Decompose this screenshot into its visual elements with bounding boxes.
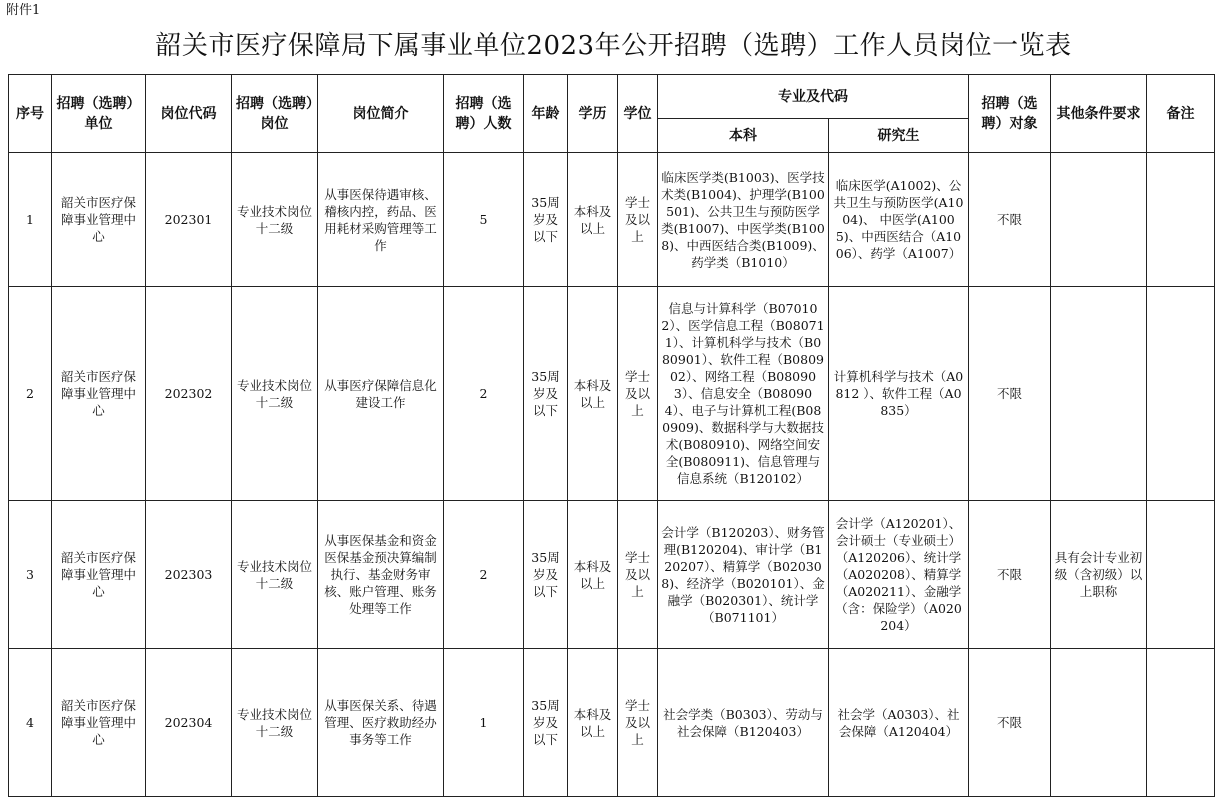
cell-unit: 韶关市医疗保障事业管理中心 [52,153,146,287]
cell-post: 专业技术岗位十二级 [232,649,318,797]
cell-graduate: 社会学（A0303）、社会保障（A120404） [829,649,969,797]
cell-other: 具有会计专业初级（含初级）以上职称 [1051,501,1147,649]
cell-intro: 从事医保关系、待遇管理、医疗救助经办事务等工作 [318,649,444,797]
col-header-target: 招聘（选聘）对象 [969,75,1051,153]
cell-graduate: 临床医学(A1002)、公共卫生与预防医学(A1004)、 中医学(A1005)、中西医结合（A1006）、药学（A1007） [829,153,969,287]
col-header-graduate: 研究生 [829,119,969,153]
col-header-code: 岗位代码 [146,75,232,153]
cell-post: 专业技术岗位十二级 [232,153,318,287]
cell-unit: 韶关市医疗保障事业管理中心 [52,287,146,501]
cell-age: 35周岁及以下 [524,153,568,287]
col-header-unit: 招聘（选聘）单位 [52,75,146,153]
cell-code: 202301 [146,153,232,287]
cell-intro: 从事医保待遇审核、稽核内控，药品、医用耗材采购管理等工作 [318,153,444,287]
cell-intro: 从事医疗保障信息化建设工作 [318,287,444,501]
cell-remark [1147,501,1215,649]
col-header-age: 年龄 [524,75,568,153]
table-header-row [9,75,1215,119]
table-row [9,153,1215,287]
table-row [9,501,1215,649]
cell-age: 35周岁及以下 [524,501,568,649]
cell-bachelor: 社会学类（B0303）、劳动与社会保障（B120403） [658,649,829,797]
cell-code: 202304 [146,649,232,797]
cell-count: 5 [444,153,524,287]
cell-degree: 学士及以上 [618,153,658,287]
cell-edu: 本科及以上 [568,287,618,501]
cell-bachelor: 信息与计算科学（B070102）、医学信息工程（B080711）、计算机科学与技术（B080901）、软件工程（B080902）、网络工程（B080903）、信息安全（B080904）、电子与计算机工程(B080909)、数据科学与大数据技术(B080910)、网络空间安全(B080911)、信息管理与信息系统（B120102） [658,287,829,501]
cell-count: 2 [444,287,524,501]
positions-table [8,74,1215,797]
col-header-edu: 学历 [568,75,618,153]
cell-post: 专业技术岗位十二级 [232,501,318,649]
cell-edu: 本科及以上 [568,153,618,287]
cell-seq: 2 [9,287,52,501]
cell-age: 35周岁及以下 [524,649,568,797]
cell-seq: 3 [9,501,52,649]
col-header-other: 其他条件要求 [1051,75,1147,153]
col-header-degree: 学位 [618,75,658,153]
cell-code: 202303 [146,501,232,649]
cell-target: 不限 [969,649,1051,797]
cell-remark [1147,153,1215,287]
col-header-bachelor: 本科 [658,119,829,153]
cell-remark [1147,649,1215,797]
cell-bachelor: 会计学（B120203）、财务管理(B120204)、审计学（B120207）、精算学（B020308)、经济学（B020101）、金融学（B020301）、统计学（B071101） [658,501,829,649]
cell-graduate: 计算机科学与技术（A0812 ）、软件工程（A0835） [829,287,969,501]
cell-graduate: 会计学（A120201）、会计硕士（专业硕士）（A120206）、统计学（A020208）、精算学（A020211）、金融学（含：保险学）（A020204） [829,501,969,649]
cell-target: 不限 [969,287,1051,501]
cell-bachelor: 临床医学类(B1003)、医学技术类(B1004)、护理学(B100501)、公共卫生与预防医学类(B1007)、中医学类(B1008)、中西医结合类(B1009)、药学类（B1010） [658,153,829,287]
cell-edu: 本科及以上 [568,649,618,797]
cell-remark [1147,287,1215,501]
cell-seq: 4 [9,649,52,797]
table-row [9,287,1215,501]
cell-other [1051,287,1147,501]
cell-edu: 本科及以上 [568,501,618,649]
cell-count: 1 [444,649,524,797]
cell-target: 不限 [969,501,1051,649]
cell-degree: 学士及以上 [618,501,658,649]
cell-unit: 韶关市医疗保障事业管理中心 [52,501,146,649]
cell-other [1051,153,1147,287]
col-header-intro: 岗位简介 [318,75,444,153]
cell-seq: 1 [9,153,52,287]
cell-count: 2 [444,501,524,649]
cell-intro: 从事医保基金和资金医保基金预决算编制执行、基金财务审核、账户管理、账务处理等工作 [318,501,444,649]
table-row [9,649,1215,797]
cell-other [1051,649,1147,797]
col-header-post: 招聘（选聘）岗位 [232,75,318,153]
attachment-label: 附件1 [6,3,41,18]
col-header-count: 招聘（选聘）人数 [444,75,524,153]
col-header-major: 专业及代码 [658,75,969,119]
document-title: 韶关市医疗保障局下属事业单位2023年公开招聘（选聘）工作人员岗位一览表 [155,31,1072,61]
cell-code: 202302 [146,287,232,501]
col-header-seq: 序号 [9,75,52,153]
cell-unit: 韶关市医疗保障事业管理中心 [52,649,146,797]
cell-degree: 学士及以上 [618,649,658,797]
cell-post: 专业技术岗位十二级 [232,287,318,501]
cell-age: 35周岁及以下 [524,287,568,501]
col-header-remark: 备注 [1147,75,1215,153]
cell-degree: 学士及以上 [618,287,658,501]
cell-target: 不限 [969,153,1051,287]
